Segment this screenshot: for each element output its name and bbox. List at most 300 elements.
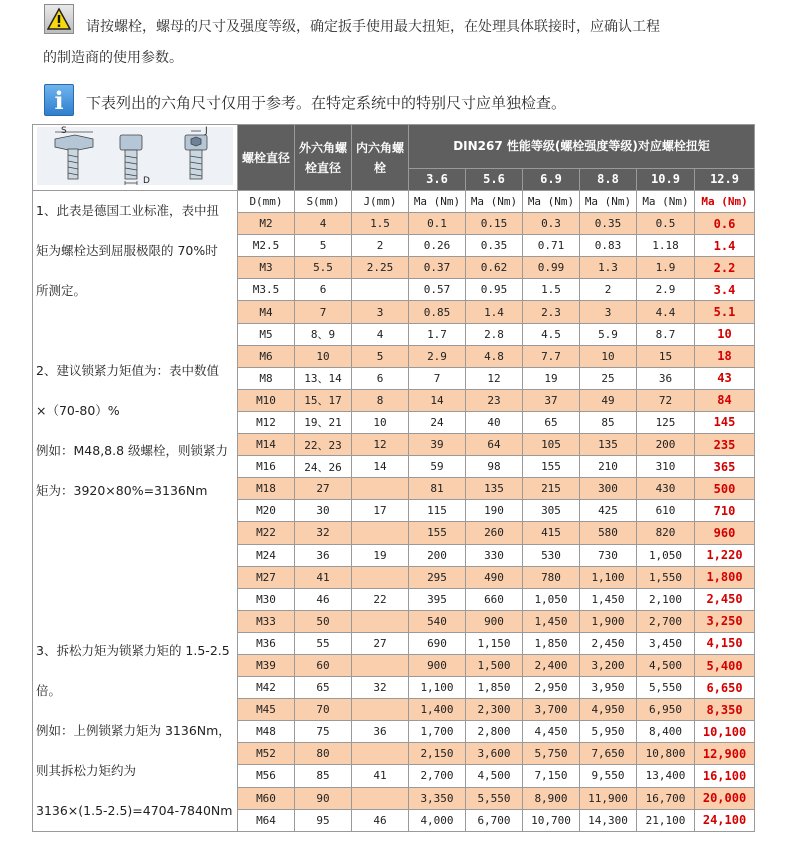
- table-cell: 9,550: [580, 765, 637, 787]
- table-cell: 14: [352, 456, 409, 478]
- table-cell: 135: [466, 478, 523, 500]
- table-cell: 7.7: [523, 345, 580, 367]
- bolt-size-cell: M30: [238, 588, 295, 610]
- table-cell: 14: [409, 389, 466, 411]
- table-cell: 4,000: [409, 809, 466, 831]
- table-cell: 0.37: [409, 257, 466, 279]
- table-cell: 2,100: [637, 588, 695, 610]
- table-cell: 49: [580, 389, 637, 411]
- note-line: [36, 511, 235, 551]
- table-cell: 40: [466, 411, 523, 433]
- table-cell: 260: [466, 522, 523, 544]
- table-cell: [352, 279, 409, 301]
- table-cell: 0.6: [695, 213, 755, 235]
- table-cell: 5,400: [695, 654, 755, 676]
- table-cell: [352, 522, 409, 544]
- table-cell: 900: [466, 610, 523, 632]
- table-cell: [352, 699, 409, 721]
- unit-cell: Ma (Nm): [409, 191, 466, 213]
- table-cell: 215: [523, 478, 580, 500]
- table-cell: 1,100: [409, 677, 466, 699]
- notes-panel: [33, 191, 238, 832]
- note-line: 矩为：3920×80%=3136Nm: [36, 483, 208, 498]
- table-cell: 5,550: [466, 787, 523, 809]
- table-cell: 155: [409, 522, 466, 544]
- table-cell: 24,100: [695, 809, 755, 831]
- table-cell: 10,800: [637, 743, 695, 765]
- table-cell: 10: [352, 411, 409, 433]
- table-cell: 7,650: [580, 743, 637, 765]
- table-cell: 60: [295, 654, 352, 676]
- table-cell: 39: [409, 434, 466, 456]
- table-cell: 55: [295, 632, 352, 654]
- table-cell: 80: [295, 743, 352, 765]
- table-cell: 12,900: [695, 743, 755, 765]
- table-cell: 900: [409, 654, 466, 676]
- bolt-size-cell: M10: [238, 389, 295, 411]
- table-cell: 1,550: [637, 566, 695, 588]
- table-cell: 2.8: [466, 323, 523, 345]
- table-cell: 0.62: [466, 257, 523, 279]
- table-cell: 81: [409, 478, 466, 500]
- table-cell: 11,900: [580, 787, 637, 809]
- bolt-size-cell: M42: [238, 677, 295, 699]
- table-cell: 210: [580, 456, 637, 478]
- table-cell: 3: [352, 301, 409, 323]
- table-cell: 2.9: [409, 345, 466, 367]
- table-cell: 5.5: [295, 257, 352, 279]
- table-cell: 64: [466, 434, 523, 456]
- bolt-size-cell: M2.5: [238, 235, 295, 257]
- table-cell: 2,950: [523, 677, 580, 699]
- table-cell: 5,750: [523, 743, 580, 765]
- table-cell: 32: [352, 677, 409, 699]
- table-cell: 8,350: [695, 699, 755, 721]
- table-cell: 1,220: [695, 544, 755, 566]
- table-cell: 2.25: [352, 257, 409, 279]
- table-cell: 115: [409, 500, 466, 522]
- table-cell: 12: [352, 434, 409, 456]
- table-cell: 4,150: [695, 632, 755, 654]
- table-cell: 730: [580, 544, 637, 566]
- table-cell: 21,100: [637, 809, 695, 831]
- unit-cell: Ma (Nm): [466, 191, 523, 213]
- table-cell: 3,600: [466, 743, 523, 765]
- table-cell: 17: [352, 500, 409, 522]
- table-cell: 23: [466, 389, 523, 411]
- table-cell: 2.9: [637, 279, 695, 301]
- table-cell: 65: [295, 677, 352, 699]
- table-cell: 0.35: [580, 213, 637, 235]
- header-hex-inner: 内六角螺栓: [352, 125, 409, 191]
- unit-cell: Ma (Nm): [523, 191, 580, 213]
- table-cell: 305: [523, 500, 580, 522]
- table-cell: 13、14: [295, 367, 352, 389]
- bolt-size-cell: M45: [238, 699, 295, 721]
- table-cell: 3,350: [409, 787, 466, 809]
- table-cell: 50: [295, 610, 352, 632]
- bolt-size-cell: M12: [238, 411, 295, 433]
- table-cell: 2,800: [466, 721, 523, 743]
- table-cell: 24、26: [295, 456, 352, 478]
- table-cell: 4.4: [637, 301, 695, 323]
- table-cell: 46: [295, 588, 352, 610]
- table-cell: 2,700: [637, 610, 695, 632]
- note-line: 例如：M48,8.8 级螺栓，则锁紧力: [36, 443, 229, 458]
- unit-cell: S(mm): [295, 191, 352, 213]
- note-line: 3136×(1.5-2.5)=4704-7840Nm: [36, 803, 233, 818]
- table-cell: 20,000: [695, 787, 755, 809]
- bolt-size-cell: M3.5: [238, 279, 295, 301]
- table-cell: 1,050: [637, 544, 695, 566]
- unit-cell: Ma (Nm): [637, 191, 695, 213]
- table-cell: 2,300: [466, 699, 523, 721]
- table-cell: 0.3: [523, 213, 580, 235]
- bolt-size-cell: M8: [238, 367, 295, 389]
- table-cell: 8.7: [637, 323, 695, 345]
- table-cell: 3.4: [695, 279, 755, 301]
- table-cell: 780: [523, 566, 580, 588]
- table-cell: [352, 566, 409, 588]
- table-cell: 5: [352, 345, 409, 367]
- grade-header: 6.9: [523, 168, 580, 190]
- note-line: [36, 311, 235, 351]
- table-cell: 32: [295, 522, 352, 544]
- table-cell: 16,700: [637, 787, 695, 809]
- table-cell: 1,050: [523, 588, 580, 610]
- table-cell: 2,450: [695, 588, 755, 610]
- table-cell: 10: [695, 323, 755, 345]
- bolt-size-cell: M4: [238, 301, 295, 323]
- table-cell: 84: [695, 389, 755, 411]
- table-cell: 27: [352, 632, 409, 654]
- unit-cell: D(mm): [238, 191, 295, 213]
- table-cell: 6,650: [695, 677, 755, 699]
- table-cell: 36: [295, 544, 352, 566]
- note-line: [36, 551, 235, 591]
- table-cell: 0.15: [466, 213, 523, 235]
- table-cell: 310: [637, 456, 695, 478]
- table-cell: 1.4: [695, 235, 755, 257]
- table-cell: 4,450: [523, 721, 580, 743]
- table-cell: 155: [523, 456, 580, 478]
- table-cell: 15、17: [295, 389, 352, 411]
- table-cell: [352, 743, 409, 765]
- bolt-size-cell: M33: [238, 610, 295, 632]
- table-cell: 5.9: [580, 323, 637, 345]
- note-line: 例如：上例锁紧力矩为 3136Nm，: [36, 723, 231, 738]
- table-cell: 1,450: [580, 588, 637, 610]
- unit-cell: J(mm): [352, 191, 409, 213]
- table-cell: 365: [695, 456, 755, 478]
- table-cell: 85: [295, 765, 352, 787]
- table-cell: 2.3: [523, 301, 580, 323]
- bolt-size-cell: M39: [238, 654, 295, 676]
- note-line: 所测定。: [36, 283, 87, 298]
- table-cell: 1,500: [466, 654, 523, 676]
- table-cell: 0.57: [409, 279, 466, 301]
- table-cell: 3,250: [695, 610, 755, 632]
- table-cell: 300: [580, 478, 637, 500]
- grade-header: 8.8: [580, 168, 637, 190]
- diagram-label-d: D: [143, 176, 150, 186]
- note-line: 矩为螺栓达到屈服极限的 70%时: [36, 243, 218, 258]
- table-cell: 85: [580, 411, 637, 433]
- bolt-diagram: [33, 125, 238, 191]
- table-cell: 8,900: [523, 787, 580, 809]
- table-cell: 200: [637, 434, 695, 456]
- table-cell: 1,900: [580, 610, 637, 632]
- table-cell: 41: [352, 765, 409, 787]
- table-cell: 5.1: [695, 301, 755, 323]
- table-cell: 4,950: [580, 699, 637, 721]
- table-cell: 235: [695, 434, 755, 456]
- table-cell: 2,450: [580, 632, 637, 654]
- table-cell: 4: [295, 213, 352, 235]
- table-cell: 295: [409, 566, 466, 588]
- table-cell: 90: [295, 787, 352, 809]
- bolt-size-cell: M52: [238, 743, 295, 765]
- table-cell: 3,200: [580, 654, 637, 676]
- table-cell: 16,100: [695, 765, 755, 787]
- diagram-label-s: S: [61, 126, 67, 136]
- table-cell: 10: [295, 345, 352, 367]
- table-cell: 0.5: [637, 213, 695, 235]
- bolt-torque-table: [32, 124, 755, 832]
- table-cell: 960: [695, 522, 755, 544]
- table-cell: 820: [637, 522, 695, 544]
- table-cell: 2,700: [409, 765, 466, 787]
- table-cell: 1.5: [352, 213, 409, 235]
- header-hex-outer: 外六角螺栓直径: [295, 125, 352, 191]
- bolt-size-cell: M3: [238, 257, 295, 279]
- table-cell: 0.35: [466, 235, 523, 257]
- table-cell: 5: [295, 235, 352, 257]
- table-cell: 3,700: [523, 699, 580, 721]
- table-cell: 95: [295, 809, 352, 831]
- table-cell: 7,150: [523, 765, 580, 787]
- table-cell: 4.5: [523, 323, 580, 345]
- table-cell: [352, 610, 409, 632]
- note-line: [36, 591, 235, 631]
- note-line: 2、建议锁紧力矩值为：表中数值: [36, 363, 219, 378]
- info-icon: i: [44, 84, 74, 116]
- bolt-size-cell: M64: [238, 809, 295, 831]
- table-cell: 395: [409, 588, 466, 610]
- note-line: 3、拆松力矩为锁紧力矩的 1.5-2.5: [36, 643, 230, 658]
- note-line: 1、此表是德国工业标准，表中扭: [36, 203, 219, 218]
- table-cell: 6: [352, 367, 409, 389]
- table-cell: 43: [695, 367, 755, 389]
- table-cell: 1.5: [523, 279, 580, 301]
- bolt-size-cell: M36: [238, 632, 295, 654]
- table-cell: 25: [580, 367, 637, 389]
- table-cell: 4: [352, 323, 409, 345]
- table-cell: 1.7: [409, 323, 466, 345]
- bolt-size-cell: M60: [238, 787, 295, 809]
- table-cell: 190: [466, 500, 523, 522]
- table-cell: 75: [295, 721, 352, 743]
- note-line: ×（70-80）%: [36, 403, 120, 418]
- table-cell: 2,400: [523, 654, 580, 676]
- table-cell: 540: [409, 610, 466, 632]
- table-cell: 490: [466, 566, 523, 588]
- bolt-size-cell: M18: [238, 478, 295, 500]
- table-cell: 5,550: [637, 677, 695, 699]
- grade-header: 5.6: [466, 168, 523, 190]
- table-cell: 46: [352, 809, 409, 831]
- table-cell: 135: [580, 434, 637, 456]
- table-cell: 580: [580, 522, 637, 544]
- table-cell: 330: [466, 544, 523, 566]
- table-cell: 2,150: [409, 743, 466, 765]
- grade-header: 10.9: [637, 168, 695, 190]
- table-cell: 30: [295, 500, 352, 522]
- table-cell: 125: [637, 411, 695, 433]
- table-cell: 200: [409, 544, 466, 566]
- table-cell: 8: [352, 389, 409, 411]
- table-cell: 1,450: [523, 610, 580, 632]
- bolt-size-cell: M56: [238, 765, 295, 787]
- table-cell: 0.1: [409, 213, 466, 235]
- table-cell: 19: [352, 544, 409, 566]
- table-cell: 415: [523, 522, 580, 544]
- table-cell: 1.3: [580, 257, 637, 279]
- bolt-size-cell: M5: [238, 323, 295, 345]
- table-cell: 98: [466, 456, 523, 478]
- table-cell: 425: [580, 500, 637, 522]
- table-cell: 6: [295, 279, 352, 301]
- table-cell: 36: [352, 721, 409, 743]
- table-cell: 8、9: [295, 323, 352, 345]
- table-cell: 18: [695, 345, 755, 367]
- table-cell: 4,500: [466, 765, 523, 787]
- table-cell: 500: [695, 478, 755, 500]
- table-cell: 10,100: [695, 721, 755, 743]
- table-cell: 7: [295, 301, 352, 323]
- table-cell: 105: [523, 434, 580, 456]
- table-cell: 4.8: [466, 345, 523, 367]
- table-cell: 22: [352, 588, 409, 610]
- table-cell: 0.83: [580, 235, 637, 257]
- table-cell: 530: [523, 544, 580, 566]
- table-cell: 7: [409, 367, 466, 389]
- table-cell: 2.2: [695, 257, 755, 279]
- table-cell: 19、21: [295, 411, 352, 433]
- table-cell: 710: [695, 500, 755, 522]
- bolt-size-cell: M27: [238, 566, 295, 588]
- grade-header: 12.9: [695, 168, 755, 190]
- table-cell: 24: [409, 411, 466, 433]
- table-cell: 3: [580, 301, 637, 323]
- table-cell: 19: [523, 367, 580, 389]
- table-cell: 3,450: [637, 632, 695, 654]
- table-cell: 610: [637, 500, 695, 522]
- table-cell: 27: [295, 478, 352, 500]
- table-cell: 65: [523, 411, 580, 433]
- table-cell: 145: [695, 411, 755, 433]
- table-cell: 70: [295, 699, 352, 721]
- units-row: [33, 191, 755, 213]
- table-cell: 12: [466, 367, 523, 389]
- bolt-size-cell: M2: [238, 213, 295, 235]
- table-cell: [352, 654, 409, 676]
- bolt-size-cell: M24: [238, 544, 295, 566]
- table-cell: 13,400: [637, 765, 695, 787]
- table-cell: 37: [523, 389, 580, 411]
- table-cell: 2: [580, 279, 637, 301]
- table-cell: 1,800: [695, 566, 755, 588]
- table-cell: 0.71: [523, 235, 580, 257]
- table-cell: 0.85: [409, 301, 466, 323]
- bolt-size-cell: M22: [238, 522, 295, 544]
- warning-text-line1: 请按螺栓，螺母的尺寸及强度等级，确定扳手使用最大扭矩，在处理具体联接时，应确认工程: [86, 19, 660, 35]
- table-cell: 15: [637, 345, 695, 367]
- bolt-size-cell: M14: [238, 434, 295, 456]
- table-cell: 0.26: [409, 235, 466, 257]
- table-cell: 1.9: [637, 257, 695, 279]
- unit-cell: Ma (Nm): [580, 191, 637, 213]
- table-cell: 1,400: [409, 699, 466, 721]
- table-cell: 660: [466, 588, 523, 610]
- table-cell: 1,850: [523, 632, 580, 654]
- header-bolt-diameter: 螺栓直径: [238, 125, 295, 191]
- table-cell: 2: [352, 235, 409, 257]
- table-cell: 36: [637, 367, 695, 389]
- table-cell: 6,700: [466, 809, 523, 831]
- unit-cell: Ma (Nm): [695, 191, 755, 213]
- warning-notice: [43, 12, 782, 74]
- info-notice: [46, 88, 782, 119]
- table-cell: 59: [409, 456, 466, 478]
- bolt-size-cell: M20: [238, 500, 295, 522]
- table-cell: 10: [580, 345, 637, 367]
- table-cell: 1,150: [466, 632, 523, 654]
- table-cell: [352, 787, 409, 809]
- table-cell: 22、23: [295, 434, 352, 456]
- table-cell: 6,950: [637, 699, 695, 721]
- warning-text-line2: 的制造商的使用参数。: [43, 50, 183, 66]
- table-cell: 1,100: [580, 566, 637, 588]
- table-cell: 1.4: [466, 301, 523, 323]
- table-cell: 1,850: [466, 677, 523, 699]
- grade-header: 3.6: [409, 168, 466, 190]
- table-cell: [352, 478, 409, 500]
- table-cell: 5,950: [580, 721, 637, 743]
- table-cell: 430: [637, 478, 695, 500]
- table-cell: 14,300: [580, 809, 637, 831]
- table-cell: 0.95: [466, 279, 523, 301]
- table-cell: 10,700: [523, 809, 580, 831]
- bolt-size-cell: M6: [238, 345, 295, 367]
- table-cell: 3,950: [580, 677, 637, 699]
- table-cell: 8,400: [637, 721, 695, 743]
- table-cell: 1,700: [409, 721, 466, 743]
- table-cell: 0.99: [523, 257, 580, 279]
- bolt-size-cell: M16: [238, 456, 295, 478]
- table-cell: 72: [637, 389, 695, 411]
- diagram-label-j: J: [205, 126, 208, 136]
- table-cell: 4,500: [637, 654, 695, 676]
- bolt-size-cell: M48: [238, 721, 295, 743]
- table-cell: 1.18: [637, 235, 695, 257]
- header-din267: DIN267 性能等级(螺栓强度等级)对应螺栓扭矩: [409, 125, 755, 169]
- table-cell: 690: [409, 632, 466, 654]
- note-line: 倍。: [36, 683, 62, 698]
- info-text: 下表列出的六角尺寸仅用于参考。在特定系统中的特别尺寸应单独检查。: [86, 94, 567, 112]
- table-cell: 41: [295, 566, 352, 588]
- note-line: 则其拆松力矩约为: [36, 763, 137, 778]
